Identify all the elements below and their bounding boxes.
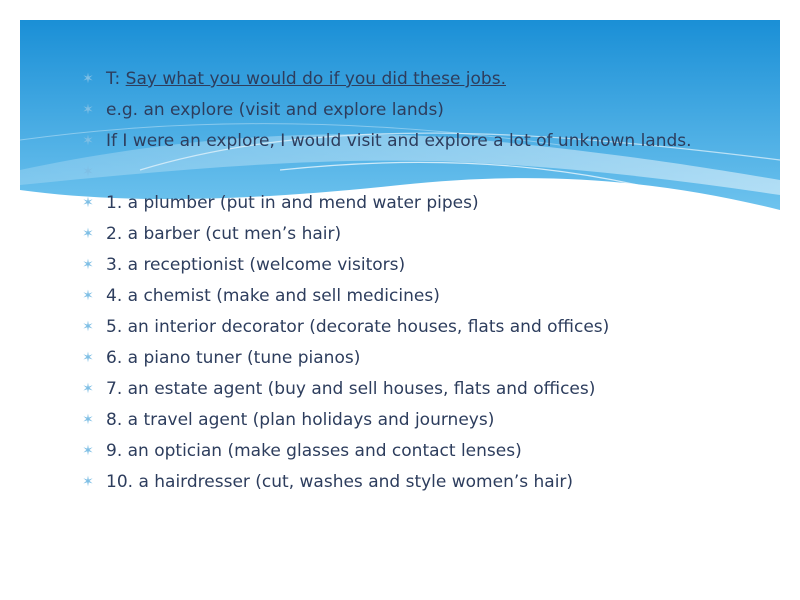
star-icon: ✶ <box>82 350 94 366</box>
job-text: 10. a hairdresser (cut, washes and style women’s hair) <box>106 472 574 492</box>
job-text: 3. a receptionist (welcome visitors) <box>106 255 406 275</box>
list-item <box>80 253 770 278</box>
star-icon: ✶ <box>82 257 94 273</box>
list-item-model-sentence <box>80 129 770 154</box>
job-text: 4. a chemist (make and sell medicines) <box>106 286 440 306</box>
star-icon: ✶ <box>82 102 94 118</box>
job-text: 9. an optician (make glasses and contact lenses) <box>106 441 522 461</box>
star-icon: ✶ <box>82 288 94 304</box>
list-item <box>80 408 770 433</box>
bullet-list <box>80 67 770 495</box>
star-icon: ✶ <box>82 195 94 211</box>
list-item <box>80 377 770 402</box>
star-icon: ✶ <box>82 164 94 180</box>
job-text: 8. a travel agent (plan holidays and journeys) <box>106 410 495 430</box>
model-sentence-text: If I were an explore, I would visit and explore a lot of unknown lands. <box>106 131 692 151</box>
star-icon: ✶ <box>82 412 94 428</box>
job-text: 1. a plumber (put in and mend water pipes) <box>106 193 479 213</box>
slide <box>20 20 780 580</box>
job-text: 2. a barber (cut men’s hair) <box>106 224 342 244</box>
list-item-empty <box>80 160 770 185</box>
list-item <box>80 439 770 464</box>
list-item-example <box>80 98 770 123</box>
list-item <box>80 315 770 340</box>
list-item-instruction <box>80 67 770 92</box>
star-icon: ✶ <box>82 226 94 242</box>
list-item <box>80 191 770 216</box>
star-icon: ✶ <box>82 133 94 149</box>
example-text: e.g. an explore (visit and explore lands) <box>106 100 444 120</box>
instruction-text: Say what you would do if you did these jobs. <box>125 69 506 89</box>
star-icon: ✶ <box>82 71 94 87</box>
slide-text <box>80 67 770 501</box>
star-icon: ✶ <box>82 319 94 335</box>
instruction-prefix: T: <box>106 69 126 89</box>
job-text: 6. a piano tuner (tune pianos) <box>106 348 361 368</box>
job-text: 5. an interior decorator (decorate houses, flats and offices) <box>106 317 610 337</box>
star-icon: ✶ <box>82 381 94 397</box>
job-text: 7. an estate agent (buy and sell houses, flats and offices) <box>106 379 596 399</box>
list-item <box>80 284 770 309</box>
list-item <box>80 346 770 371</box>
list-item <box>80 470 770 495</box>
list-item <box>80 222 770 247</box>
star-icon: ✶ <box>82 474 94 490</box>
star-icon: ✶ <box>82 443 94 459</box>
